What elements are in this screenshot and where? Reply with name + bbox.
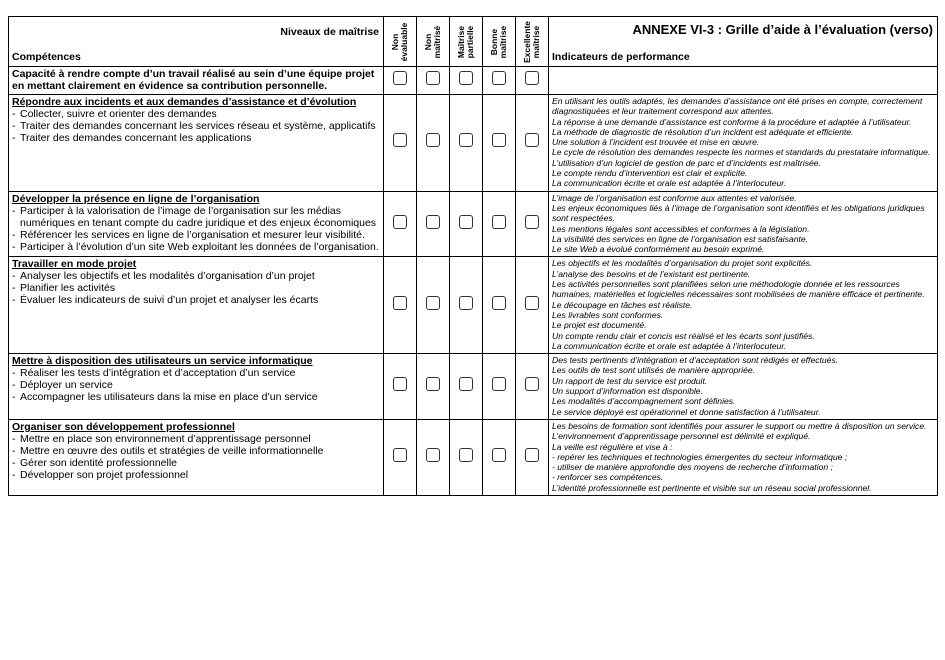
indicator-line: L’environnement d’apprentissage personnel est délimité et expliqué. (552, 431, 811, 442)
intro-competence-title: Capacité à rendre compte d’un travail réalisé au sein d’une équipe projet en mettant clairement en évidence sa contribution personnelle. (12, 68, 375, 92)
indicator-line: Le service déployé est opérationnel et donne satisfaction à l’utilisateur. (552, 406, 821, 417)
indicator-line: - repérer les techniques et technologies émergentes du secteur informatique ; (552, 451, 848, 462)
competence-item: - Référencer les services en ligne de l’organisation et mesurer leur visibilité. (12, 229, 380, 241)
competence-cell (9, 257, 384, 354)
competences-label: Compétences (12, 51, 81, 63)
indicator-line: Les modalités d’accompagnement sont définies. (552, 396, 736, 407)
level-cell (417, 419, 450, 495)
intro-indicator-cell (549, 67, 938, 95)
competence-item: - Accompagner les utilisateurs dans la mise en place d’un service (12, 391, 380, 403)
level-cell (450, 257, 483, 354)
indicator-line: Le cycle de résolution des demandes respecte les normes et standards du prestataire informatique. (552, 147, 931, 158)
level-cell (384, 419, 417, 495)
level-label: Excellente maîtrise (522, 20, 541, 63)
level-cell (483, 191, 516, 257)
level-checkbox[interactable] (426, 71, 440, 85)
intro-row (9, 67, 938, 95)
indicator-line: - utiliser de manière approfondie des moyens de recherche d’information ; (552, 462, 833, 473)
indicator-line: Le projet est documenté. (552, 320, 647, 331)
indicator-line: En utilisant les outils adaptés, les demandes d’assistance ont été prises en compte, correctement diagnostiquées et leur traitement correspond aux attentes. (552, 96, 923, 117)
level-header-non-evaluable (384, 17, 417, 67)
level-cell (483, 419, 516, 495)
indicator-line: La communication écrite et orale est adaptée à l’interlocuteur. (552, 340, 787, 351)
level-checkbox[interactable] (492, 133, 506, 147)
indicateurs-label: Indicateurs de performance (552, 51, 690, 63)
indicator-line: Les objectifs et les modalités d’organisation du projet sont explicités. (552, 258, 813, 269)
competence-item: - Déployer un service (12, 379, 380, 391)
level-cell (417, 95, 450, 192)
competence-row (9, 191, 938, 257)
level-checkbox[interactable] (525, 448, 539, 462)
competence-row (9, 419, 938, 495)
level-header-excellente-maitrise (516, 17, 549, 67)
level-checkbox[interactable] (492, 377, 506, 391)
level-checkbox[interactable] (459, 448, 473, 462)
niveaux-label: Niveaux de maîtrise (280, 26, 379, 38)
level-checkbox[interactable] (459, 296, 473, 310)
competence-items (12, 367, 380, 403)
indicator-line: Les outils de test sont utilisés de manière appropriée. (552, 365, 756, 376)
competence-items (12, 433, 380, 481)
intro-competence-cell (9, 67, 384, 95)
annexe-title: ANNEXE VI-3 : Grille d’aide à l’évaluation (verso) (632, 22, 933, 37)
indicator-cell (549, 354, 938, 420)
indicator-line: Une solution à l’incident est trouvée et mise en œuvre. (552, 137, 760, 148)
level-cell (384, 354, 417, 420)
level-checkbox[interactable] (426, 448, 440, 462)
header-competences-cell (9, 17, 384, 67)
competence-title: Travailler en mode projet (12, 258, 137, 271)
level-label: Maîtrise partielle (456, 25, 475, 58)
competence-item: - Gérer son identité professionnelle (12, 457, 380, 469)
level-cell (450, 419, 483, 495)
level-cell (417, 191, 450, 257)
level-checkbox[interactable] (393, 296, 407, 310)
level-cell (516, 257, 549, 354)
indicator-line: L’utilisation d’un logiciel de gestion de parc et d’incidents est maîtrisée. (552, 157, 821, 168)
indicator-cell (549, 257, 938, 354)
level-checkbox[interactable] (525, 71, 539, 85)
level-cell (483, 257, 516, 354)
indicator-line: L’analyse des besoins et de l’existant est pertinente. (552, 268, 751, 279)
evaluation-grid-table (8, 16, 938, 496)
competence-title: Développer la présence en ligne de l’organisation (12, 192, 260, 205)
competence-title: Mettre à disposition des utilisateurs un service informatique (12, 355, 313, 368)
level-checkbox[interactable] (426, 296, 440, 310)
intro-level-cell (417, 67, 450, 95)
competence-items (12, 108, 380, 144)
level-checkbox[interactable] (525, 377, 539, 391)
level-cell (516, 95, 549, 192)
header-row (9, 17, 938, 67)
level-cell (417, 257, 450, 354)
competence-items (12, 205, 380, 253)
level-checkbox[interactable] (492, 71, 506, 85)
level-cell (483, 95, 516, 192)
competence-item: - Analyser les objectifs et les modalités d’organisation d’un projet (12, 270, 380, 282)
indicator-line: Les livrables sont conformes. (552, 309, 664, 320)
competence-cell (9, 191, 384, 257)
competence-item: - Collecter, suivre et orienter des demandes (12, 108, 380, 120)
level-cell (516, 354, 549, 420)
level-checkbox[interactable] (393, 215, 407, 229)
level-label: Non maîtrisé (423, 25, 442, 58)
level-checkbox[interactable] (426, 215, 440, 229)
indicator-cell (549, 191, 938, 257)
level-header-maitrise-partielle (450, 17, 483, 67)
level-cell (516, 419, 549, 495)
competence-item: - Traiter des demandes concernant les services réseau et système, applicatifs (12, 120, 380, 132)
indicator-line: L’image de l’organisation est conforme aux attentes et valorisée. (552, 192, 797, 203)
level-checkbox[interactable] (525, 215, 539, 229)
indicator-cell (549, 419, 938, 495)
level-label: Bonne maîtrise (489, 25, 508, 58)
level-cell (384, 257, 417, 354)
level-checkbox[interactable] (525, 133, 539, 147)
indicator-line: - renforcer ses compétences. (552, 472, 664, 483)
level-cell (450, 354, 483, 420)
competence-title: Organiser son développement professionnel (12, 420, 235, 433)
competence-title: Répondre aux incidents et aux demandes d’assistance et d’évolution (12, 96, 357, 108)
level-cell (384, 191, 417, 257)
competence-item: - Évaluer les indicateurs de suivi d’un projet et analyser les écarts (12, 294, 380, 306)
level-checkbox[interactable] (393, 377, 407, 391)
competence-item: - Réaliser les tests d’intégration et d’acceptation d’un service (12, 367, 380, 379)
indicator-line: Le découpage en tâches est réaliste. (552, 299, 693, 310)
competence-item: - Participer à l’évolution d’un site Web exploitant les données de l’organisation. (12, 241, 380, 253)
indicator-line: Le compte rendu d’intervention est clair et explicite. (552, 168, 748, 179)
level-cell (483, 354, 516, 420)
level-checkbox[interactable] (492, 448, 506, 462)
indicator-line: L’identité professionnelle est pertinente et visible sur un réseau social professionnel. (552, 482, 872, 493)
competence-item: - Planifier les activités (12, 282, 380, 294)
level-cell (450, 95, 483, 192)
competence-cell (9, 419, 384, 495)
indicator-line: Un rapport de test du service est produit. (552, 375, 708, 386)
level-cell (450, 191, 483, 257)
intro-level-cell (384, 67, 417, 95)
competence-item: - Traiter des demandes concernant les applications (12, 132, 380, 144)
indicator-line: Les besoins de formation sont identifiés pour assurer le support ou mettre à disposition un service. (552, 420, 927, 431)
indicator-line: Des tests pertinents d’intégration et d’acceptation sont rédigés et effectués. (552, 355, 839, 366)
level-checkbox[interactable] (393, 71, 407, 85)
intro-level-cell (516, 67, 549, 95)
level-checkbox[interactable] (459, 71, 473, 85)
level-checkbox[interactable] (492, 215, 506, 229)
indicator-line: Les mentions légales sont accessibles et conformes à la législation. (552, 223, 810, 234)
indicator-line: La communication écrite et orale est adaptée à l’interlocuteur. (552, 178, 787, 189)
competence-row (9, 95, 938, 192)
level-checkbox[interactable] (426, 377, 440, 391)
level-checkbox[interactable] (492, 296, 506, 310)
competence-row (9, 354, 938, 420)
intro-level-cell (450, 67, 483, 95)
competence-item: - Participer à la valorisation de l’image de l’organisation sur les médias numériques en tenant compte du cadre juridique et des enjeux économiques (12, 205, 380, 229)
level-checkbox[interactable] (459, 377, 473, 391)
competence-cell (9, 95, 384, 192)
level-header-bonne-maitrise (483, 17, 516, 67)
indicator-line: La réponse à une demande d’assistance est conforme à la procédure et adaptée à l’utilisateur. (552, 116, 912, 127)
header-indicateurs-cell (549, 17, 938, 67)
indicator-line: La visibilité des services en ligne de l’organisation est satisfaisante. (552, 233, 809, 244)
competence-row (9, 257, 938, 354)
intro-level-cell (483, 67, 516, 95)
competence-item: - Développer son projet professionnel (12, 469, 380, 481)
indicator-line: Un support d’information est disponible. (552, 386, 703, 397)
indicator-line: La méthode de diagnostic de résolution d’un incident est adéquate et efficiente. (552, 126, 854, 137)
level-label: Non évaluable (390, 22, 409, 61)
indicator-line: Un compte rendu clair et concis est réalisé et les écarts sont justifiés. (552, 330, 815, 341)
level-cell (516, 191, 549, 257)
competence-items (12, 270, 380, 306)
indicator-line: Les activités personnelles sont planifiées selon une méthodologie donnée et les ressources humaines, matérielles et logicielles nécessaires sont mobilisées de manière efficace et pertinente. (552, 279, 925, 300)
level-cell (384, 95, 417, 192)
competence-item: - Mettre en œuvre des outils et stratégies de veille informationnelle (12, 445, 380, 457)
competence-item: - Mettre en place son environnement d’apprentissage personnel (12, 433, 380, 445)
level-checkbox[interactable] (393, 133, 407, 147)
level-checkbox[interactable] (459, 133, 473, 147)
indicator-line: La veille est régulière et vise à : (552, 441, 673, 452)
level-checkbox[interactable] (525, 296, 539, 310)
indicator-line: Les enjeux économiques liés à l’image de l’organisation sont identifiés et les obligations juridiques sont respectées. (552, 202, 925, 224)
level-checkbox[interactable] (426, 133, 440, 147)
indicator-line: Le site Web a évolué conformément au besoin exprimé. (552, 244, 765, 255)
level-header-non-maitrise (417, 17, 450, 67)
level-checkbox[interactable] (459, 215, 473, 229)
indicator-cell (549, 95, 938, 192)
level-cell (417, 354, 450, 420)
level-checkbox[interactable] (393, 448, 407, 462)
competence-cell (9, 354, 384, 420)
